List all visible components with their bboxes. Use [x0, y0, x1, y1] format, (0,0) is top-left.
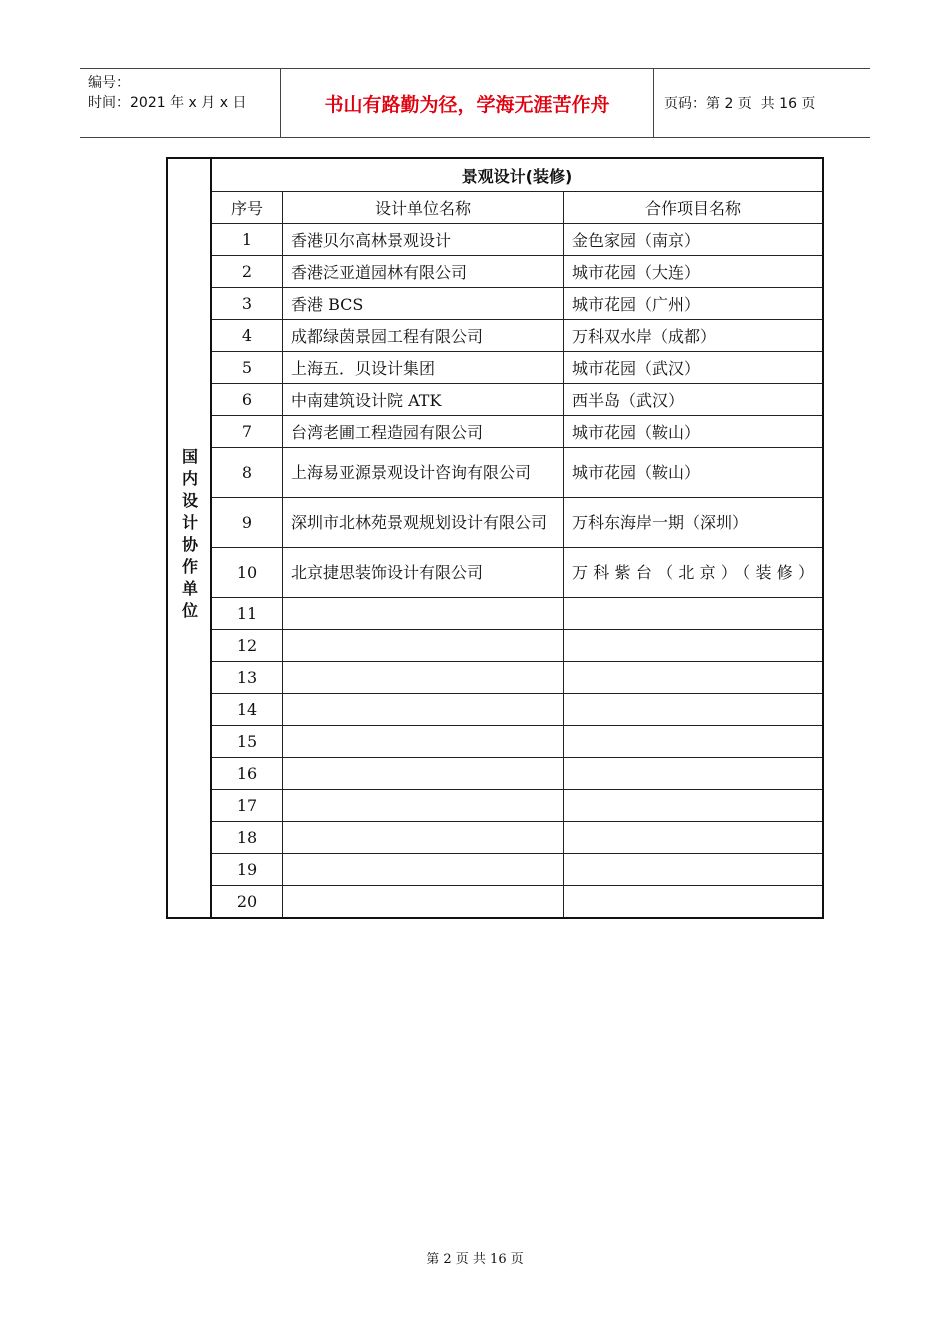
- company-name: [283, 630, 564, 662]
- table-row: [167, 694, 823, 726]
- table-row: [167, 630, 823, 662]
- company-name: 上海五．贝设计集团: [283, 352, 564, 384]
- header-motto: 书山有路勤为径，学海无涯苦作舟: [281, 69, 654, 137]
- project-name: [564, 726, 824, 758]
- project-name: 万科东海岸一期（深圳）: [564, 498, 824, 548]
- company-name: [283, 822, 564, 854]
- company-name: [283, 886, 564, 919]
- table-row: [167, 726, 823, 758]
- project-name: [564, 790, 824, 822]
- cooperation-table: [166, 157, 824, 919]
- company-name: [283, 854, 564, 886]
- company-name: [283, 758, 564, 790]
- row-number: 9: [211, 498, 283, 548]
- project-name: [564, 886, 824, 919]
- project-name: 万科双水岸（成都）: [564, 320, 824, 352]
- company-name: [283, 598, 564, 630]
- side-label-cell: [167, 158, 211, 918]
- row-number: 19: [211, 854, 283, 886]
- header-meta: [80, 69, 281, 137]
- project-name: 城市花园（广州）: [564, 288, 824, 320]
- row-number: 11: [211, 598, 283, 630]
- company-name: 成都绿茵景园工程有限公司: [283, 320, 564, 352]
- project-name: 城市花园（武汉）: [564, 352, 824, 384]
- header-page-info: [654, 69, 870, 137]
- table-row: [167, 498, 823, 548]
- table-row: [167, 854, 823, 886]
- company-name: 中南建筑设计院 ATK: [283, 384, 564, 416]
- project-name: [564, 758, 824, 790]
- table-row: [167, 416, 823, 448]
- project-name: [564, 598, 824, 630]
- company-name: 台湾老圃工程造园有限公司: [283, 416, 564, 448]
- row-number: 8: [211, 448, 283, 498]
- row-number: 7: [211, 416, 283, 448]
- table-title: 景观设计(装修): [211, 158, 823, 192]
- row-number: 4: [211, 320, 283, 352]
- column-header-company: 设计单位名称: [283, 192, 564, 224]
- table-row: [167, 662, 823, 694]
- company-name: [283, 726, 564, 758]
- company-name: [283, 790, 564, 822]
- table-row: [167, 288, 823, 320]
- project-name: [564, 630, 824, 662]
- project-name: [564, 694, 824, 726]
- company-name: 香港 BCS: [283, 288, 564, 320]
- page-footer: 第 2 页 共 16 页: [426, 1252, 524, 1267]
- table-row: [167, 598, 823, 630]
- row-number: 5: [211, 352, 283, 384]
- table-row: [167, 886, 823, 919]
- row-number: 15: [211, 726, 283, 758]
- row-number: 6: [211, 384, 283, 416]
- row-number: 2: [211, 256, 283, 288]
- row-number: 3: [211, 288, 283, 320]
- row-number: 13: [211, 662, 283, 694]
- table-row: [167, 256, 823, 288]
- cooperation-table-wrapper: [166, 157, 824, 919]
- row-number: 1: [211, 224, 283, 256]
- project-name: 城市花园（鞍山）: [564, 448, 824, 498]
- company-name: 深圳市北林苑景观规划设计有限公司: [283, 498, 564, 548]
- company-name: [283, 694, 564, 726]
- table-row: [167, 548, 823, 598]
- company-name: 香港贝尔高林景观设计: [283, 224, 564, 256]
- table-row: [167, 758, 823, 790]
- company-name: 北京捷思装饰设计有限公司: [283, 548, 564, 598]
- row-number: 18: [211, 822, 283, 854]
- project-name: [564, 854, 824, 886]
- table-row: [167, 448, 823, 498]
- table-row: [167, 384, 823, 416]
- column-header-project: 合作项目名称: [564, 192, 824, 224]
- document-date: 时间：2021 年 x 月 x 日: [88, 95, 247, 111]
- company-name: 香港泛亚道园林有限公司: [283, 256, 564, 288]
- project-name: 西半岛（武汉）: [564, 384, 824, 416]
- table-row: [167, 790, 823, 822]
- row-number: 17: [211, 790, 283, 822]
- project-name: 金色家园（南京）: [564, 224, 824, 256]
- table-row: [167, 352, 823, 384]
- company-name: 上海易亚源景观设计咨询有限公司: [283, 448, 564, 498]
- project-name: 城市花园（鞍山）: [564, 416, 824, 448]
- table-row: [167, 822, 823, 854]
- project-name: 万科紫台（北京）（装修）: [564, 548, 824, 598]
- column-header-no: 序号: [211, 192, 283, 224]
- row-number: 10: [211, 548, 283, 598]
- side-label: 国内设计协作单位: [179, 448, 199, 624]
- table-row: [167, 320, 823, 352]
- page-info-text: 页码：第 2 页 共 16 页: [664, 96, 816, 112]
- row-number: 12: [211, 630, 283, 662]
- row-number: 14: [211, 694, 283, 726]
- row-number: 16: [211, 758, 283, 790]
- row-number: 20: [211, 886, 283, 919]
- document-number: 编号：: [88, 75, 130, 91]
- table-row: [167, 224, 823, 256]
- project-name: [564, 662, 824, 694]
- page-header: [80, 68, 870, 138]
- project-name: [564, 822, 824, 854]
- project-name: 城市花园（大连）: [564, 256, 824, 288]
- company-name: [283, 662, 564, 694]
